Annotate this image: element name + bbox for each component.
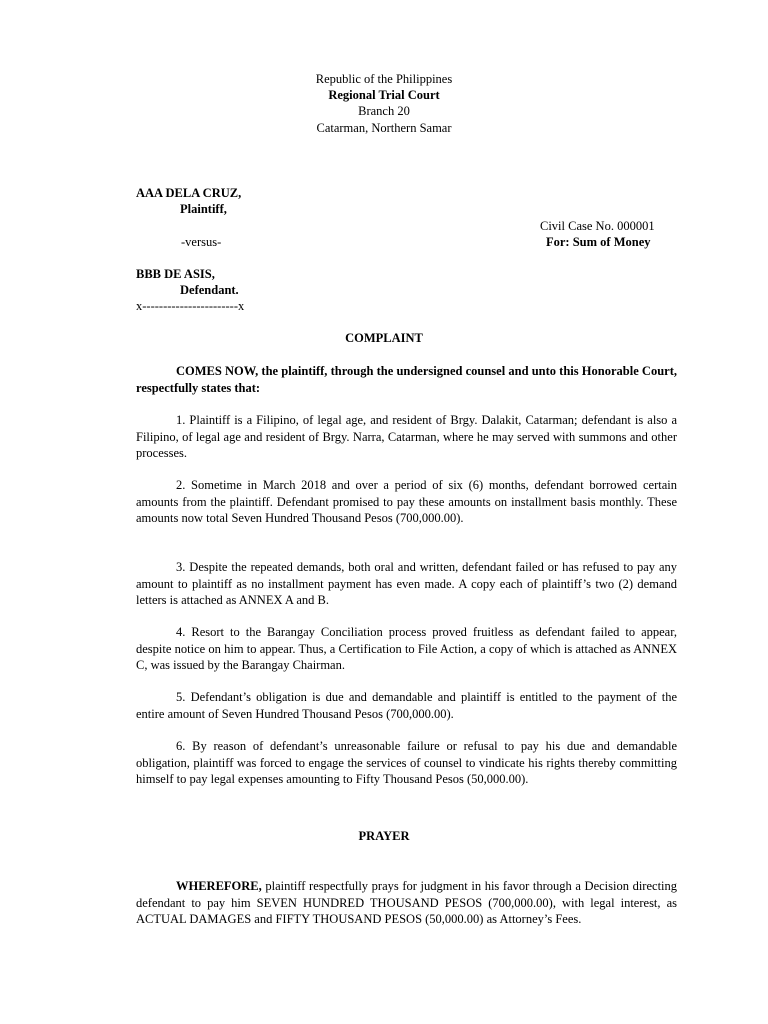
case-nature: For: Sum of Money [546,235,651,249]
allegation-1 [136,412,677,462]
complaint-title: COMPLAINT [345,331,423,345]
allegation-5 [136,689,677,722]
allegation-2 [136,477,677,527]
allegation-text: 1. Plaintiff is a Filipino, of legal age, and resident of Brgy. Dalakit, Catarman; defendant is also a Filipino, of legal age and resident of Brgy. Narra, Catarman, where he may served with summons and other processes. [136,413,677,460]
prayer-title: PRAYER [358,829,410,843]
header-republic: Republic of the Philippines [315,72,453,86]
header-branch: Branch 20 [358,104,410,118]
intro-text: COMES NOW, the plaintiff, through the undersigned counsel and unto this Honorable Court, respectfully states that: [136,364,677,395]
allegation-text: 5. Defendant’s obligation is due and demandable and plaintiff is entitled to the payment of the entire amount of Seven Hundred Thousand Pesos (700,000.00). [136,690,677,721]
intro-paragraph [136,363,677,396]
allegation-text: 4. Resort to the Barangay Conciliation process proved fruitless as defendant failed to appear, despite notice on him to appear. Thus, a Certification to File Action, a copy of which is attached as ANNEX C, was issued by the Barangay Chairman. [136,625,677,672]
plaintiff-name: AAA DELA CRUZ, [136,186,242,200]
allegation-text: 6. By reason of defendant’s unreasonable failure or refusal to pay his due and demandable obligation, plaintiff was forced to engage the services of counsel to vindicate his rights thereby committing himself to pay legal expenses amounting to Fifty Thousand Pesos (50,000.00). [136,739,677,786]
plaintiff-role: Plaintiff, [180,202,227,216]
versus-label: -versus- [181,235,222,249]
prayer-paragraph [136,878,677,928]
defendant-name: BBB DE ASIS, [136,267,215,281]
prayer-lead: WHEREFORE, [176,879,262,893]
defendant-role: Defendant. [180,283,239,297]
allegation-text: 3. Despite the repeated demands, both oral and written, defendant failed or has refused to pay any amount to plaintiff as no installment payment has even made. A copy each of plaintiff’s two (2) demand letters is attached as ANNEX A and B. [136,560,677,607]
allegation-6 [136,738,677,788]
allegation-3 [136,559,677,609]
case-number: Civil Case No. 000001 [540,219,655,233]
header-location: Catarman, Northern Samar [316,121,452,135]
allegation-4 [136,624,677,674]
prayer-text: plaintiff respectfully prays for judgment in his favor through a Decision directing defendant to pay him SEVEN HUNDRED THOUSAND PESOS (700,000.00), with legal interest, as ACTUAL DAMAGES and FIFTY THOUSAND PESOS (50,000.00) as Attorney’s Fees. [136,879,678,926]
caption-separator: x-----------------------x [136,299,245,313]
header-court: Regional Trial Court [328,88,440,102]
allegation-text: 2. Sometime in March 2018 and over a period of six (6) months, defendant borrowed certain amounts from the plaintiff. Defendant promised to pay these amounts on installment basis monthly. These amounts now total Seven Hundred Thousand Pesos (700,000.00). [136,478,677,525]
